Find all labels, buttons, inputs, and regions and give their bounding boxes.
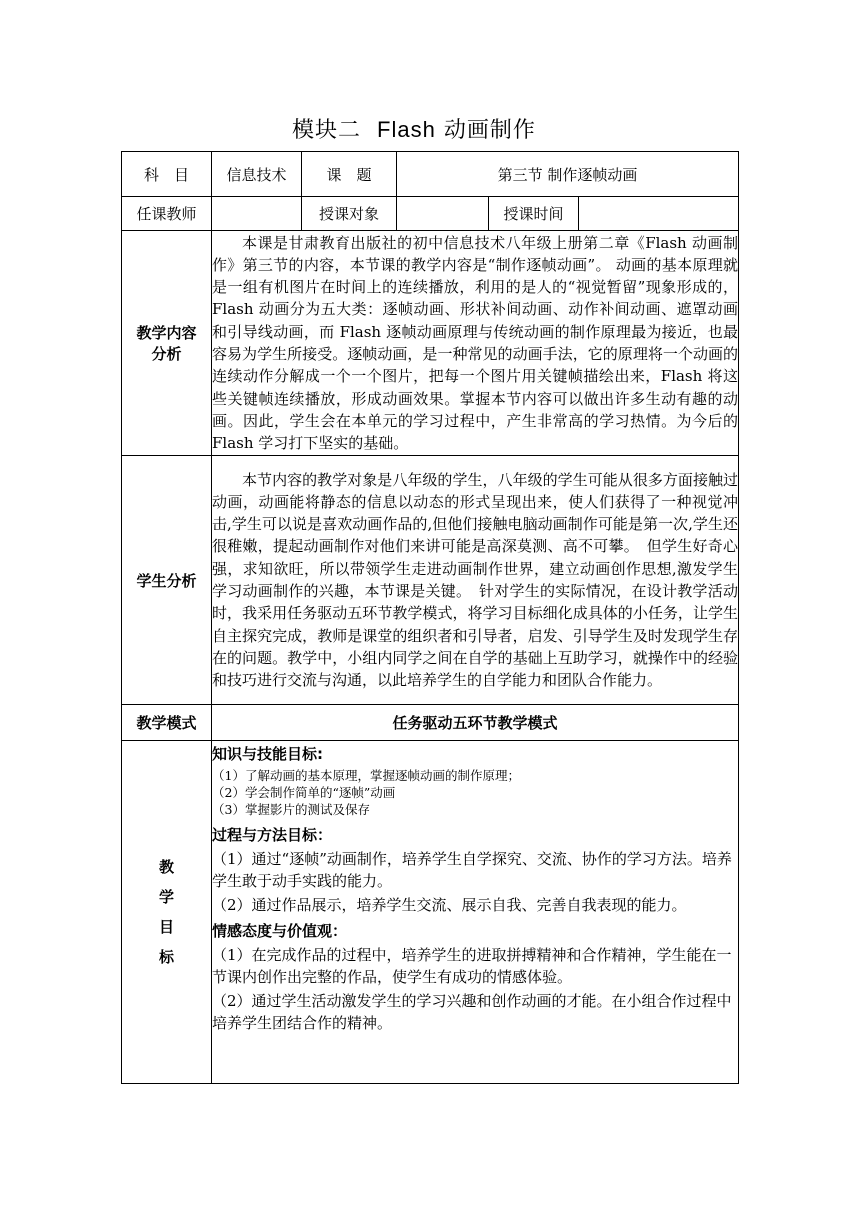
row-teacher (122, 197, 739, 231)
content-analysis-label-line1: 教学内容 (136, 324, 197, 342)
student-analysis-text: 本节内容的教学对象是八年级的学生，八年级的学生可能从很多方面接触过动画，动画能将静态的信息以动态的形式呈现出来，使人们获得了一种视觉冲击,学生可以说是喜欢动画作品的,但他们接触电脑动画制作可能是第一次,学生还很稚嫩，提起动画制作对他们来讲可能是高深莫测、高不可攀。 但学生好奇心强，求知欲旺，所以带领学生走进动画制作世界，建立动画创作思想,激发学生学习动画制作的兴趣，本节课是关键。 针对学生的实际情况，在设计教学活动时，我采用任务驱动五环节教学模式，将学习目标细化成具体的小任务，让学生自主探究完成，教师是课堂的组织者和引导者，启发、引导学生及时发现学生存在的问题。教学中，小组内同学之间在自学的基础上互助学习，就操作中的经验和技巧进行交流与沟通，以此培养学生的自学能力和团队合作能力。 (212, 470, 739, 690)
page-title (292, 113, 536, 144)
content-analysis-body (212, 231, 739, 456)
student-analysis-body (212, 456, 739, 705)
row-content-analysis (122, 231, 739, 456)
subject-value: 信息技术 (212, 152, 302, 197)
time-value (579, 197, 739, 231)
process-goal-item: （1）通过“逐帧”动画制作，培养学生自学探究、交流、协作的学习方法。培养学生敢于动手实践的能力。 (212, 850, 732, 890)
content-analysis-text: 本课是甘肃教育出版社的初中信息技术八年级上册第二章《Flash 动画制作》第三节的内容，本节课的教学内容是“制作逐帧动画”。 动画的基本原理就是一组有机图片在时间上的连续播放，利用的是人的“视觉暂留”现象形成的，Flash 动画分为五大类：逐帧动画、形状补间动画、动作补间动画、遮罩动画和引导线动画，而 Flash 逐帧动画原理与传统动画的制作原理最为接近，也最容易为学生所接受。逐帧动画，是一种常见的动画手法，它的原理将一个动画的连续动作分解成一个一个图片，把每一个图片用关键帧描绘出来，Flash 将这些关键帧连续播放，形成动画效果。掌握本节内容可以做出许多生动有趣的动画。因此，学生会在本单元的学习过程中，产生非常高的学习热情。为今后的 Flash 学习打下坚实的基础。 (212, 233, 739, 453)
goals-label-char-3: 目 (158, 918, 174, 936)
content-analysis-label (122, 231, 212, 456)
subject-label: 科 目 (122, 152, 212, 197)
content-analysis-label-line2: 分析 (151, 345, 182, 363)
lesson-value: 第三节 制作逐帧动画 (397, 152, 739, 197)
audience-value (397, 197, 489, 231)
teaching-mode-value: 任务驱动五环节教学模式 (212, 705, 739, 741)
attitude-goal-item: （1）在完成作品的过程中，培养学生的进取拼搏精神和合作精神，学生能在一节课内创作出完整的作品，使学生有成功的情感体验。 (212, 946, 732, 986)
row-teaching-mode (122, 705, 739, 741)
teaching-mode-label: 教学模式 (122, 705, 212, 741)
lesson-label: 课 题 (302, 152, 397, 197)
title-flash: Flash (377, 117, 436, 142)
attitude-goals-heading: 情感态度与价值观： (212, 922, 348, 940)
goals-label-char-1: 教 (158, 858, 174, 876)
process-goal-item: （2）通过作品展示，培养学生交流、展示自我、完善自我表现的能力。 (212, 896, 687, 914)
row-subject (122, 152, 739, 197)
student-analysis-label: 学生分析 (122, 456, 212, 705)
goals-label-char-4: 标 (158, 948, 174, 966)
knowledge-goal-item: （1）了解动画的基本原理，掌握逐帧动画的制作原理； (212, 768, 520, 783)
process-goals-heading: 过程与方法目标： (212, 826, 333, 844)
knowledge-goals-heading: 知识与技能目标: (212, 745, 323, 763)
teaching-goals-label (122, 741, 212, 1084)
time-label: 授课时间 (489, 197, 579, 231)
lesson-plan-table (121, 151, 739, 1084)
attitude-goal-item: （2）通过学生活动激发学生的学习兴趣和创作动画的才能。在小组合作过程中培养学生团结合作的精神。 (212, 992, 732, 1032)
goals-label-char-2: 学 (158, 888, 174, 906)
title-prefix: 模块二 (292, 118, 362, 143)
teacher-label: 任课教师 (122, 197, 212, 231)
knowledge-goal-item: （2）学会制作简单的“逐帧”动画 (212, 785, 396, 800)
row-teaching-goals (122, 741, 739, 1084)
teacher-value (212, 197, 302, 231)
title-suffix: 动画制作 (443, 118, 536, 143)
row-student-analysis (122, 456, 739, 705)
teaching-goals-body (212, 741, 739, 1084)
audience-label: 授课对象 (302, 197, 397, 231)
knowledge-goal-item: （3）掌握影片的测试及保存 (212, 802, 370, 817)
